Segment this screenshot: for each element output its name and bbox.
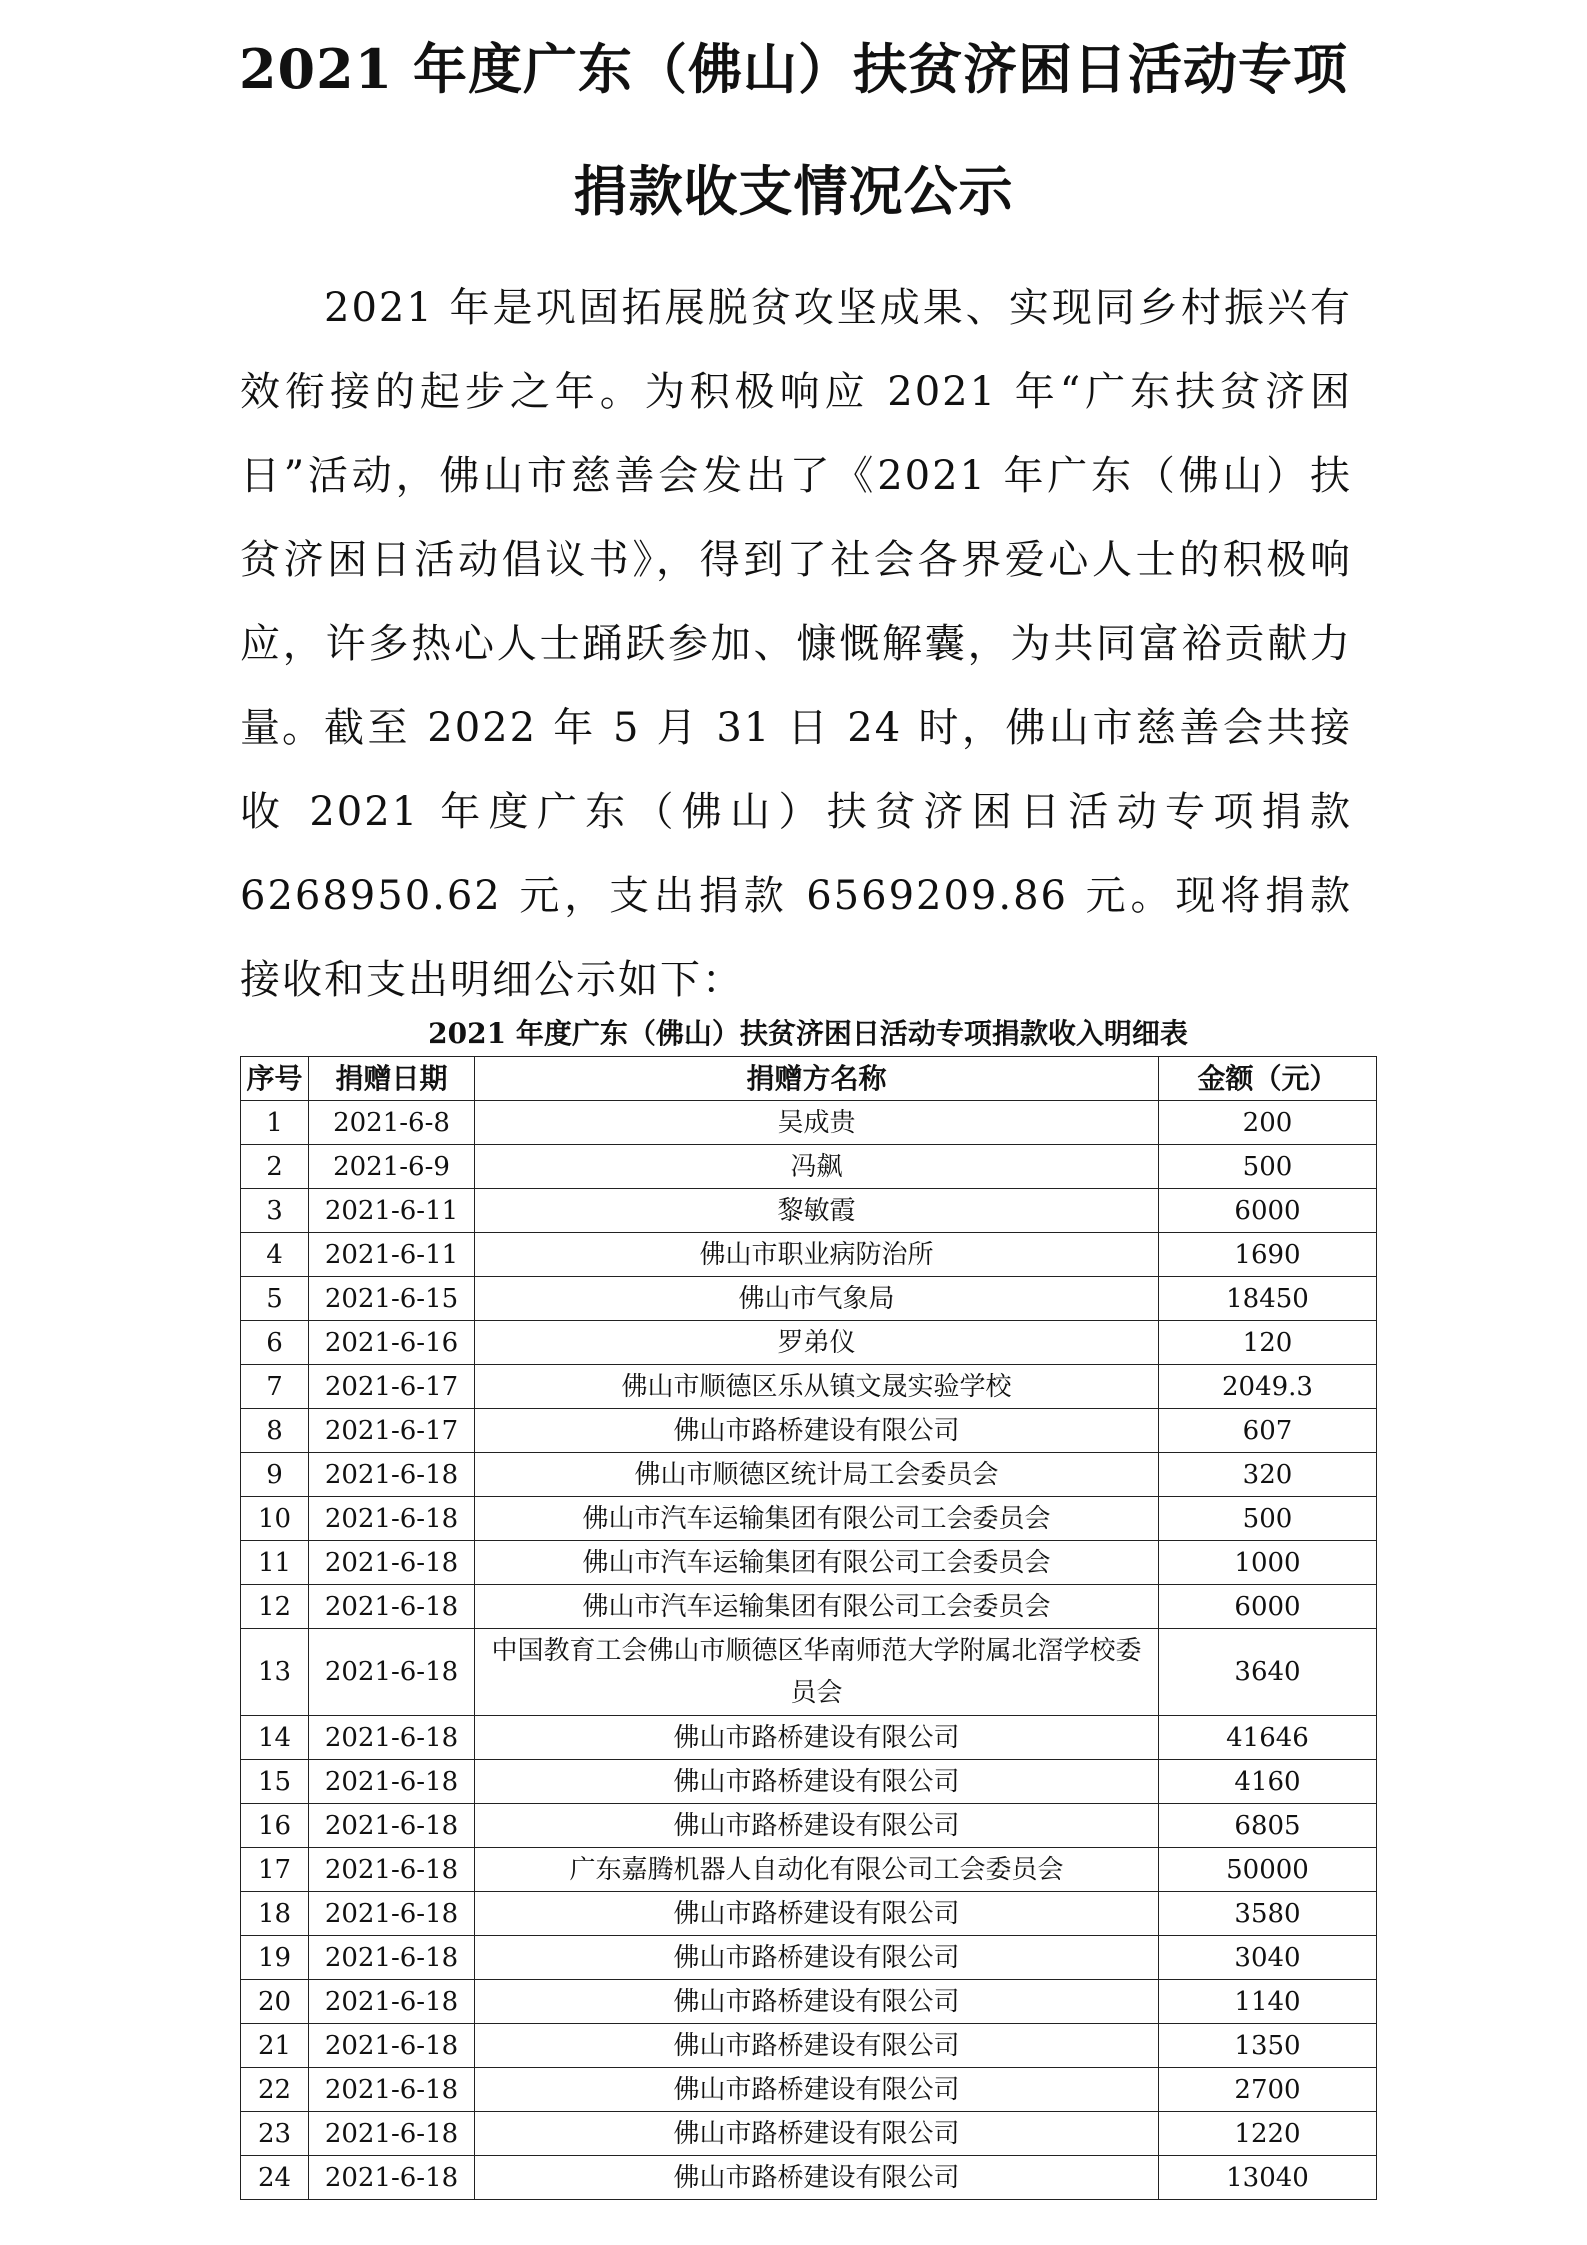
cell-donor: 佛山市顺德区统计局工会委员会 — [475, 1453, 1159, 1497]
cell-amount: 1350 — [1159, 2024, 1377, 2068]
cell-donor: 佛山市路桥建设有限公司 — [475, 2156, 1159, 2200]
cell-amount: 607 — [1159, 1409, 1377, 1453]
table-row — [241, 1892, 1377, 1936]
cell-amount: 41646 — [1159, 1716, 1377, 1760]
cell-serial: 20 — [241, 1980, 309, 2024]
cell-amount: 1000 — [1159, 1541, 1377, 1585]
table-caption: 2021 年度广东（佛山）扶贫济困日活动专项捐款收入明细表 — [428, 1017, 1188, 1050]
table-row — [241, 1760, 1377, 1804]
cell-donor: 佛山市汽车运输集团有限公司工会委员会 — [475, 1541, 1159, 1585]
cell-donor: 佛山市汽车运输集团有限公司工会委员会 — [475, 1585, 1159, 1629]
cell-date: 2021-6-17 — [309, 1365, 475, 1409]
cell-amount: 50000 — [1159, 1848, 1377, 1892]
table-row — [241, 1277, 1377, 1321]
header-serial: 序号 — [241, 1057, 309, 1101]
cell-donor: 佛山市职业病防治所 — [475, 1233, 1159, 1277]
header-amount: 金额（元） — [1159, 1057, 1377, 1101]
cell-amount: 500 — [1159, 1497, 1377, 1541]
table-row — [241, 1321, 1377, 1365]
cell-date: 2021-6-18 — [309, 2024, 475, 2068]
cell-serial: 10 — [241, 1497, 309, 1541]
cell-date: 2021-6-15 — [309, 1277, 475, 1321]
table-row — [241, 1980, 1377, 2024]
cell-date: 2021-6-18 — [309, 1497, 475, 1541]
cell-serial: 3 — [241, 1189, 309, 1233]
cell-serial: 13 — [241, 1629, 309, 1716]
cell-date: 2021-6-18 — [309, 2156, 475, 2200]
cell-date: 2021-6-18 — [309, 1760, 475, 1804]
cell-date: 2021-6-18 — [309, 2112, 475, 2156]
cell-serial: 9 — [241, 1453, 309, 1497]
table-row — [241, 2112, 1377, 2156]
cell-amount: 13040 — [1159, 2156, 1377, 2200]
cell-serial: 22 — [241, 2068, 309, 2112]
table-row — [241, 1629, 1377, 1716]
cell-date: 2021-6-18 — [309, 1804, 475, 1848]
cell-date: 2021-6-11 — [309, 1189, 475, 1233]
cell-serial: 2 — [241, 1145, 309, 1189]
header-date: 捐赠日期 — [309, 1057, 475, 1101]
summary-paragraph: 截至 2022 年 5 月 31 日 24 时，佛山市慈善会共接收 2021 年度广东（佛山）扶贫济困日活动专项捐款 6268950.62 元，支出捐款 6569209.86 元。现将捐款接收和支出明细公示如下： — [240, 705, 1352, 1003]
cell-donor: 罗弟仪 — [475, 1321, 1159, 1365]
table-header-row — [241, 1057, 1377, 1101]
cell-donor: 佛山市路桥建设有限公司 — [475, 2068, 1159, 2112]
cell-amount: 1220 — [1159, 2112, 1377, 2156]
cell-date: 2021-6-18 — [309, 1936, 475, 1980]
cell-donor: 佛山市路桥建设有限公司 — [475, 1760, 1159, 1804]
cell-amount: 500 — [1159, 1145, 1377, 1189]
cell-donor: 广东嘉腾机器人自动化有限公司工会委员会 — [475, 1848, 1159, 1892]
table-row — [241, 1145, 1377, 1189]
table-row — [241, 1585, 1377, 1629]
donation-income-table — [240, 1056, 1377, 2200]
cell-donor: 佛山市路桥建设有限公司 — [475, 1804, 1159, 1848]
cell-serial: 16 — [241, 1804, 309, 1848]
cell-donor: 佛山市路桥建设有限公司 — [475, 1936, 1159, 1980]
document-title-line2: 捐款收支情况公示 — [573, 159, 1014, 223]
cell-donor: 佛山市汽车运输集团有限公司工会委员会 — [475, 1497, 1159, 1541]
cell-serial: 1 — [241, 1101, 309, 1145]
cell-donor: 佛山市路桥建设有限公司 — [475, 2112, 1159, 2156]
cell-date: 2021-6-18 — [309, 1629, 475, 1716]
cell-serial: 4 — [241, 1233, 309, 1277]
cell-date: 2021-6-18 — [309, 1541, 475, 1585]
cell-date: 2021-6-8 — [309, 1101, 475, 1145]
cell-date: 2021-6-11 — [309, 1233, 475, 1277]
table-row — [241, 1365, 1377, 1409]
cell-amount: 320 — [1159, 1453, 1377, 1497]
table-row — [241, 1233, 1377, 1277]
table-row — [241, 1453, 1377, 1497]
cell-serial: 5 — [241, 1277, 309, 1321]
table-body — [241, 1101, 1377, 2200]
cell-donor: 黎敏霞 — [475, 1189, 1159, 1233]
cell-amount: 1140 — [1159, 1980, 1377, 2024]
cell-date: 2021-6-18 — [309, 1848, 475, 1892]
cell-donor: 冯飙 — [475, 1145, 1159, 1189]
cell-serial: 17 — [241, 1848, 309, 1892]
cell-amount: 6000 — [1159, 1189, 1377, 1233]
cell-date: 2021-6-18 — [309, 1585, 475, 1629]
header-donor: 捐赠方名称 — [475, 1057, 1159, 1101]
cell-serial: 12 — [241, 1585, 309, 1629]
cell-amount: 1690 — [1159, 1233, 1377, 1277]
table-row — [241, 1848, 1377, 1892]
cell-serial: 18 — [241, 1892, 309, 1936]
cell-donor: 中国教育工会佛山市顺德区华南师范大学附属北滘学校委员会 — [475, 1629, 1159, 1716]
cell-amount: 3040 — [1159, 1936, 1377, 1980]
cell-date: 2021-6-18 — [309, 1892, 475, 1936]
table-row — [241, 1541, 1377, 1585]
intro-paragraph: 2021 年是巩固拓展脱贫攻坚成果、实现同乡村振兴有效衔接的起步之年。为积极响应 2021 年“广东扶贫济困日”活动，佛山市慈善会发出了《2021 年广东（佛山）扶贫济困日活动倡议书》，得到了社会各界爱心人士的积极响应，许多热心人士踊跃参加、慷慨解囊，为共同富裕贡献力量。 — [240, 285, 1352, 751]
cell-amount: 3640 — [1159, 1629, 1377, 1716]
cell-amount: 4160 — [1159, 1760, 1377, 1804]
cell-amount: 18450 — [1159, 1277, 1377, 1321]
table-row — [241, 2024, 1377, 2068]
cell-serial: 7 — [241, 1365, 309, 1409]
cell-serial: 19 — [241, 1936, 309, 1980]
cell-amount: 2049.3 — [1159, 1365, 1377, 1409]
cell-donor: 佛山市路桥建设有限公司 — [475, 1892, 1159, 1936]
cell-donor: 吴成贵 — [475, 1101, 1159, 1145]
cell-amount: 3580 — [1159, 1892, 1377, 1936]
cell-date: 2021-6-18 — [309, 2068, 475, 2112]
cell-date: 2021-6-18 — [309, 1453, 475, 1497]
cell-serial: 15 — [241, 1760, 309, 1804]
table-row — [241, 1936, 1377, 1980]
cell-amount: 120 — [1159, 1321, 1377, 1365]
cell-amount: 6000 — [1159, 1585, 1377, 1629]
cell-serial: 6 — [241, 1321, 309, 1365]
table-row — [241, 1716, 1377, 1760]
cell-serial: 11 — [241, 1541, 309, 1585]
cell-date: 2021-6-18 — [309, 1980, 475, 2024]
table-row — [241, 1497, 1377, 1541]
document-title-line1: 2021 年度广东（佛山）扶贫济困日活动专项 — [238, 37, 1349, 101]
cell-amount: 6805 — [1159, 1804, 1377, 1848]
cell-donor: 佛山市路桥建设有限公司 — [475, 2024, 1159, 2068]
cell-serial: 8 — [241, 1409, 309, 1453]
cell-serial: 24 — [241, 2156, 309, 2200]
cell-amount: 200 — [1159, 1101, 1377, 1145]
cell-serial: 23 — [241, 2112, 309, 2156]
cell-amount: 2700 — [1159, 2068, 1377, 2112]
table-row — [241, 1101, 1377, 1145]
cell-donor: 佛山市路桥建设有限公司 — [475, 1716, 1159, 1760]
table-row — [241, 1804, 1377, 1848]
table-row — [241, 1189, 1377, 1233]
cell-donor: 佛山市顺德区乐从镇文晟实验学校 — [475, 1365, 1159, 1409]
table-row — [241, 2068, 1377, 2112]
cell-date: 2021-6-16 — [309, 1321, 475, 1365]
cell-date: 2021-6-17 — [309, 1409, 475, 1453]
table-row — [241, 2156, 1377, 2200]
cell-donor: 佛山市路桥建设有限公司 — [475, 1409, 1159, 1453]
cell-donor: 佛山市气象局 — [475, 1277, 1159, 1321]
cell-donor: 佛山市路桥建设有限公司 — [475, 1980, 1159, 2024]
cell-date: 2021-6-18 — [309, 1716, 475, 1760]
table-row — [241, 1409, 1377, 1453]
cell-date: 2021-6-9 — [309, 1145, 475, 1189]
cell-serial: 21 — [241, 2024, 309, 2068]
cell-serial: 14 — [241, 1716, 309, 1760]
